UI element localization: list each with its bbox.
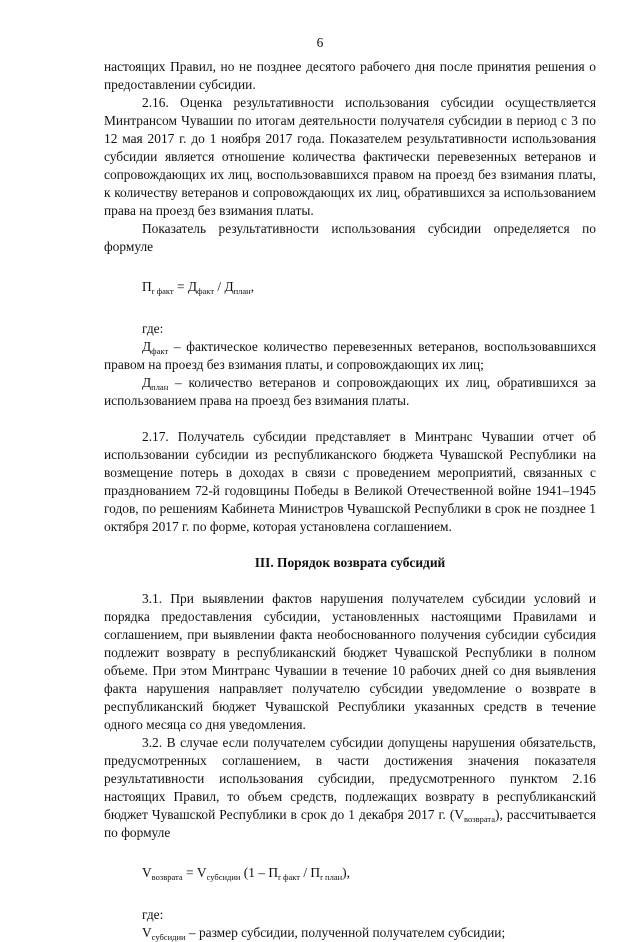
- paragraph-indicator-formula-intro: Показатель результативности использования субсидии определяется по формуле: [104, 221, 596, 254]
- paragraph-3-2: 3.2. В случае если получателем субсидии допущены нарушения обязательств, предусмотренных соглашением, в части достижения значения показателя результативности использования субсидии, предусмотренного пунктом 2.16 настоящих Правил, то объем средств, подлежащих возврату в республиканский бюджет Чувашской Республики в срок до 1 декабря 2017 г. $(V_{возврата})$, рассчитывается по формуле: [104, 735, 596, 840]
- paragraph-continuation: настоящих Правил, но не позднее десятого рабочего дня после принятия решения о предоставлении субсидии.: [104, 59, 596, 92]
- definition-d-fakt: $Д_{факт}$ – фактическое количество перевезенных ветеранов, воспользовавшихся правом на проезд без взимания платы, и сопровождающих их лиц;: [104, 339, 596, 372]
- page-number: 6: [316, 35, 324, 50]
- paragraph-2-16: 2.16. Оценка результативности использования субсидии осуществляется Минтрансом Чувашии по итогам деятельности получателя субсидии в период с 3 по 12 мая 2017 г. до 1 ноября 2017 года. Показателем результативности использования субсидии является отношение количества фактически перевезенных ветеранов и сопровождающих их лиц, воспользовавшихся правом на проезд без взимания платы, к количеству ветеранов и сопровождающих их лиц, обратившихся за использованием права на проезд без взимания платы.: [104, 95, 596, 218]
- definition-d-plan: $Д_{план}$ – количество ветеранов и сопровождающих их лиц, обратившихся за использованием права на проезд без взимания платы.: [104, 375, 596, 408]
- formula-effectiveness: $П_{r факт} = Д_{факт} / Д_{план}$,: [142, 279, 255, 296]
- where-label-1: где:: [142, 321, 164, 336]
- paragraph-3-1: 3.1. При выявлении фактов нарушения получателем субсидии условий и порядка предоставления субсидии, установленных настоящими Правилами и соглашением, при выявлении факта необоснованного получения субсидии субсидия подлежит возврату в республиканский бюджет Чувашской Республики в полном объеме. При этом Минтранс Чувашии в течение 10 рабочих дней со дня выявления факта нарушения направляет получателю субсидии уведомление о возврате в республиканский бюджет Чувашской Республики указанных средств в течение одного месяца со дня уведомления.: [104, 591, 596, 732]
- definition-v-subsidy: $V_{субсидии}$ – размер субсидии, полученной получателем субсидии;: [142, 925, 506, 942]
- formula-refund: $V_{возврата} = V_{субсидии}$ $(1 - П_{r факт} / П_{r план})$,: [142, 865, 350, 882]
- paragraph-2-17: 2.17. Получатель субсидии представляет в Минтранс Чувашии отчет об использовании субсидии из республиканского бюджета Чувашской Республики на возмещение потерь в доходах в связи с проведением мероприятий, связанных с празднованием 72-й годовщины Победы в Великой Отечественной войне 1941–1945 годов, по решениям Кабинета Министров Чувашской Республики в срок не позднее 1 октября 2017 г. по форме, которая установлена соглашением.: [104, 429, 596, 534]
- where-label-2: где:: [142, 907, 164, 922]
- page-content: [104, 58, 596, 942]
- section-heading-iii: III. Порядок возврата субсидий: [254, 555, 446, 570]
